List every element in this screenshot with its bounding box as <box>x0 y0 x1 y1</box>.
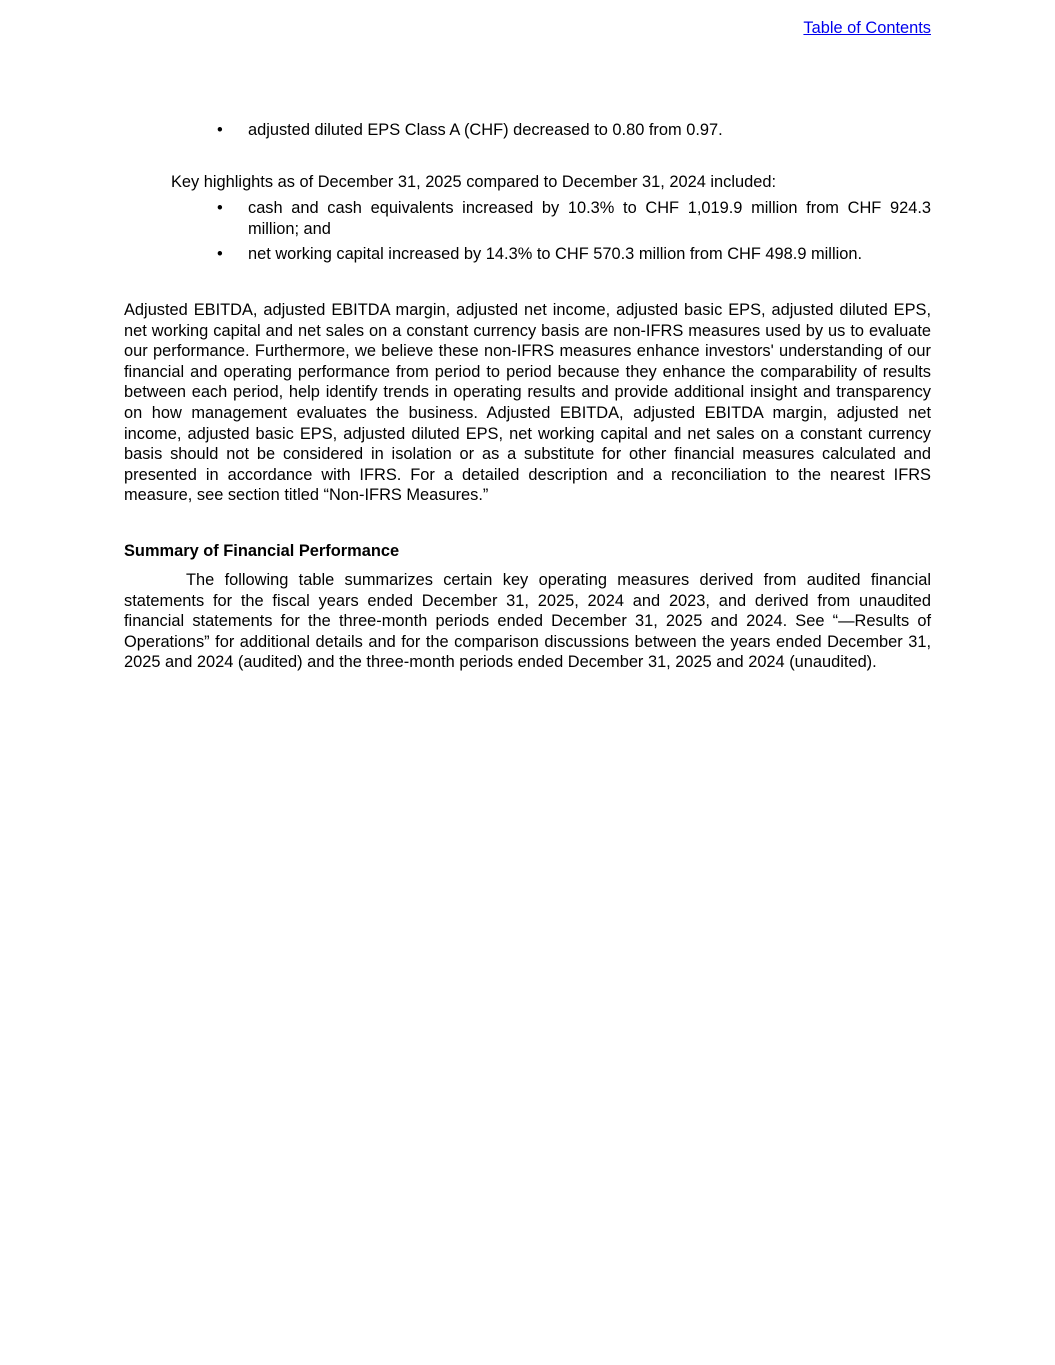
bullet-text: net working capital increased by 14.3% to CHF 570.3 million from CHF 498.9 million. <box>248 245 863 263</box>
section-heading-summary-financial-performance: Summary of Financial Performance <box>124 542 400 560</box>
bullet-icon: • <box>217 245 223 263</box>
bullet-item-adjusted-diluted-eps <box>217 120 931 141</box>
summary-paragraph: The following table summarizes certain key operating measures derived from audited financial statements for the fiscal years ended December 31, 2025, 2024 and 2023, and derived from unaudited financial statements for the three-month periods ended December 31, 2025 and 2024. See “—Results of Operations” for additional details and for the comparison discussions between the years ended December 31, 2025 and 2024 (audited) and the three-month periods ended December 31, 2025 and 2024 (unaudited). <box>124 571 931 672</box>
table-of-contents-link[interactable]: Table of Contents <box>803 19 931 37</box>
non-ifrs-measures-paragraph: Adjusted EBITDA, adjusted EBITDA margin, adjusted net income, adjusted basic EPS, adjusted diluted EPS, net working capital and net sales on a constant currency basis are non-IFRS measures used by us to evaluate our performance. Furthermore, we believe these non-IFRS measures enhance investors' understanding of our financial and operating performance from period to period because they enhance the comparability of results between each period, help identify trends in operating results and provide additional insight and transparency on how management evaluates the business. Adjusted EBITDA, adjusted EBITDA margin, adjusted net income, adjusted basic EPS, adjusted diluted EPS, net working capital and net sales on a constant currency basis should not be considered in isolation or as a substitute for other financial measures calculated and presented in accordance with IFRS. For a detailed description and a reconciliation to the nearest IFRS measure, see section titled “Non-IFRS Measures.” <box>124 301 931 505</box>
bullet-text: adjusted diluted EPS Class A (CHF) decreased to 0.80 from 0.97. <box>248 121 723 139</box>
bullet-icon: • <box>217 199 223 217</box>
bullet-text: cash and cash equivalents increased by 10.3% to CHF 1,019.9 million from CHF 924.3 million; and <box>248 199 931 238</box>
key-highlights-intro: Key highlights as of December 31, 2025 compared to December 31, 2024 included: <box>171 173 776 191</box>
bullet-item-net-working-capital <box>217 244 931 265</box>
bullet-item-cash-equivalents <box>217 198 931 239</box>
bullet-icon: • <box>217 121 223 139</box>
